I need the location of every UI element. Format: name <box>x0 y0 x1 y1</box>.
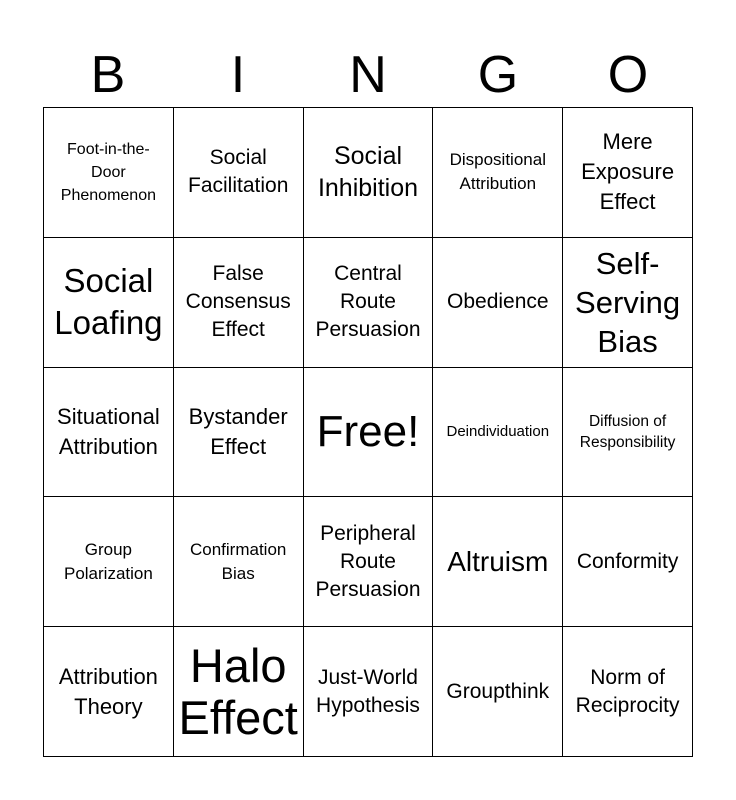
bingo-cell[interactable] <box>433 238 563 368</box>
bingo-cell[interactable] <box>44 368 174 498</box>
cell-label: Situational Attribution <box>57 403 160 459</box>
bingo-cell[interactable] <box>174 627 304 757</box>
header-letter-g: G <box>477 46 519 104</box>
bingo-cell[interactable] <box>304 238 434 368</box>
cell-label: Just-World Hypothesis <box>316 665 420 717</box>
cell-label: Attribution Theory <box>58 663 158 719</box>
bingo-cell[interactable] <box>44 497 174 627</box>
header-letter-b: B <box>90 46 126 104</box>
cell-label: Social Loafing <box>54 262 163 342</box>
bingo-cell[interactable] <box>563 238 693 368</box>
cell-label: Social Facilitation <box>188 146 289 198</box>
cell-label: Bystander Effect <box>188 403 288 459</box>
bingo-cell[interactable] <box>174 108 304 238</box>
bingo-cell[interactable] <box>44 108 174 238</box>
header-letter-o: O <box>607 46 649 104</box>
header-letter-n: N <box>349 46 387 104</box>
bingo-cell[interactable] <box>174 368 304 498</box>
cell-label: Group Polarization <box>63 539 153 583</box>
bingo-cell[interactable] <box>174 238 304 368</box>
cell-label: Deindividuation <box>446 422 550 440</box>
cell-label: Norm of Reciprocity <box>575 665 680 717</box>
cell-label: Altruism <box>447 545 549 577</box>
bingo-cell[interactable] <box>563 497 693 627</box>
cell-label: False Consensus Effect <box>185 262 291 342</box>
bingo-header <box>43 44 693 106</box>
cell-label: Dispositional Attribution <box>449 150 546 194</box>
bingo-cell[interactable] <box>44 238 174 368</box>
bingo-cell[interactable] <box>563 627 693 757</box>
cell-label: Diffusion of Responsibility <box>579 412 676 451</box>
bingo-cell[interactable] <box>174 497 304 627</box>
cell-label: Confirmation Bias <box>190 539 287 583</box>
cell-label: Conformity <box>576 549 679 573</box>
cell-label: Mere Exposure Effect <box>581 129 675 215</box>
bingo-cell[interactable] <box>433 497 563 627</box>
bingo-cell[interactable] <box>563 368 693 498</box>
cell-label: Peripheral Route Persuasion <box>315 521 421 601</box>
bingo-cell[interactable] <box>44 627 174 757</box>
bingo-cell[interactable] <box>433 108 563 238</box>
header-letter-i: I <box>230 46 246 104</box>
bingo-card-grid <box>43 107 693 757</box>
bingo-cell[interactable] <box>563 108 693 238</box>
free-space-cell[interactable] <box>304 368 434 498</box>
cell-label: Obedience <box>447 290 549 314</box>
cell-label: Self- Serving Bias <box>575 245 681 359</box>
bingo-cell[interactable] <box>304 108 434 238</box>
free-space-label: Free! <box>316 406 420 456</box>
bingo-cell[interactable] <box>433 368 563 498</box>
bingo-cell[interactable] <box>433 627 563 757</box>
bingo-cell[interactable] <box>304 627 434 757</box>
cell-label: Groupthink <box>446 679 550 703</box>
cell-label: Social Inhibition <box>317 142 419 203</box>
bingo-cell[interactable] <box>304 497 434 627</box>
cell-label: Foot-in-the- Door Phenomenon <box>60 140 156 204</box>
cell-label: Central Route Persuasion <box>315 262 421 342</box>
cell-label: Halo Effect <box>178 638 298 744</box>
